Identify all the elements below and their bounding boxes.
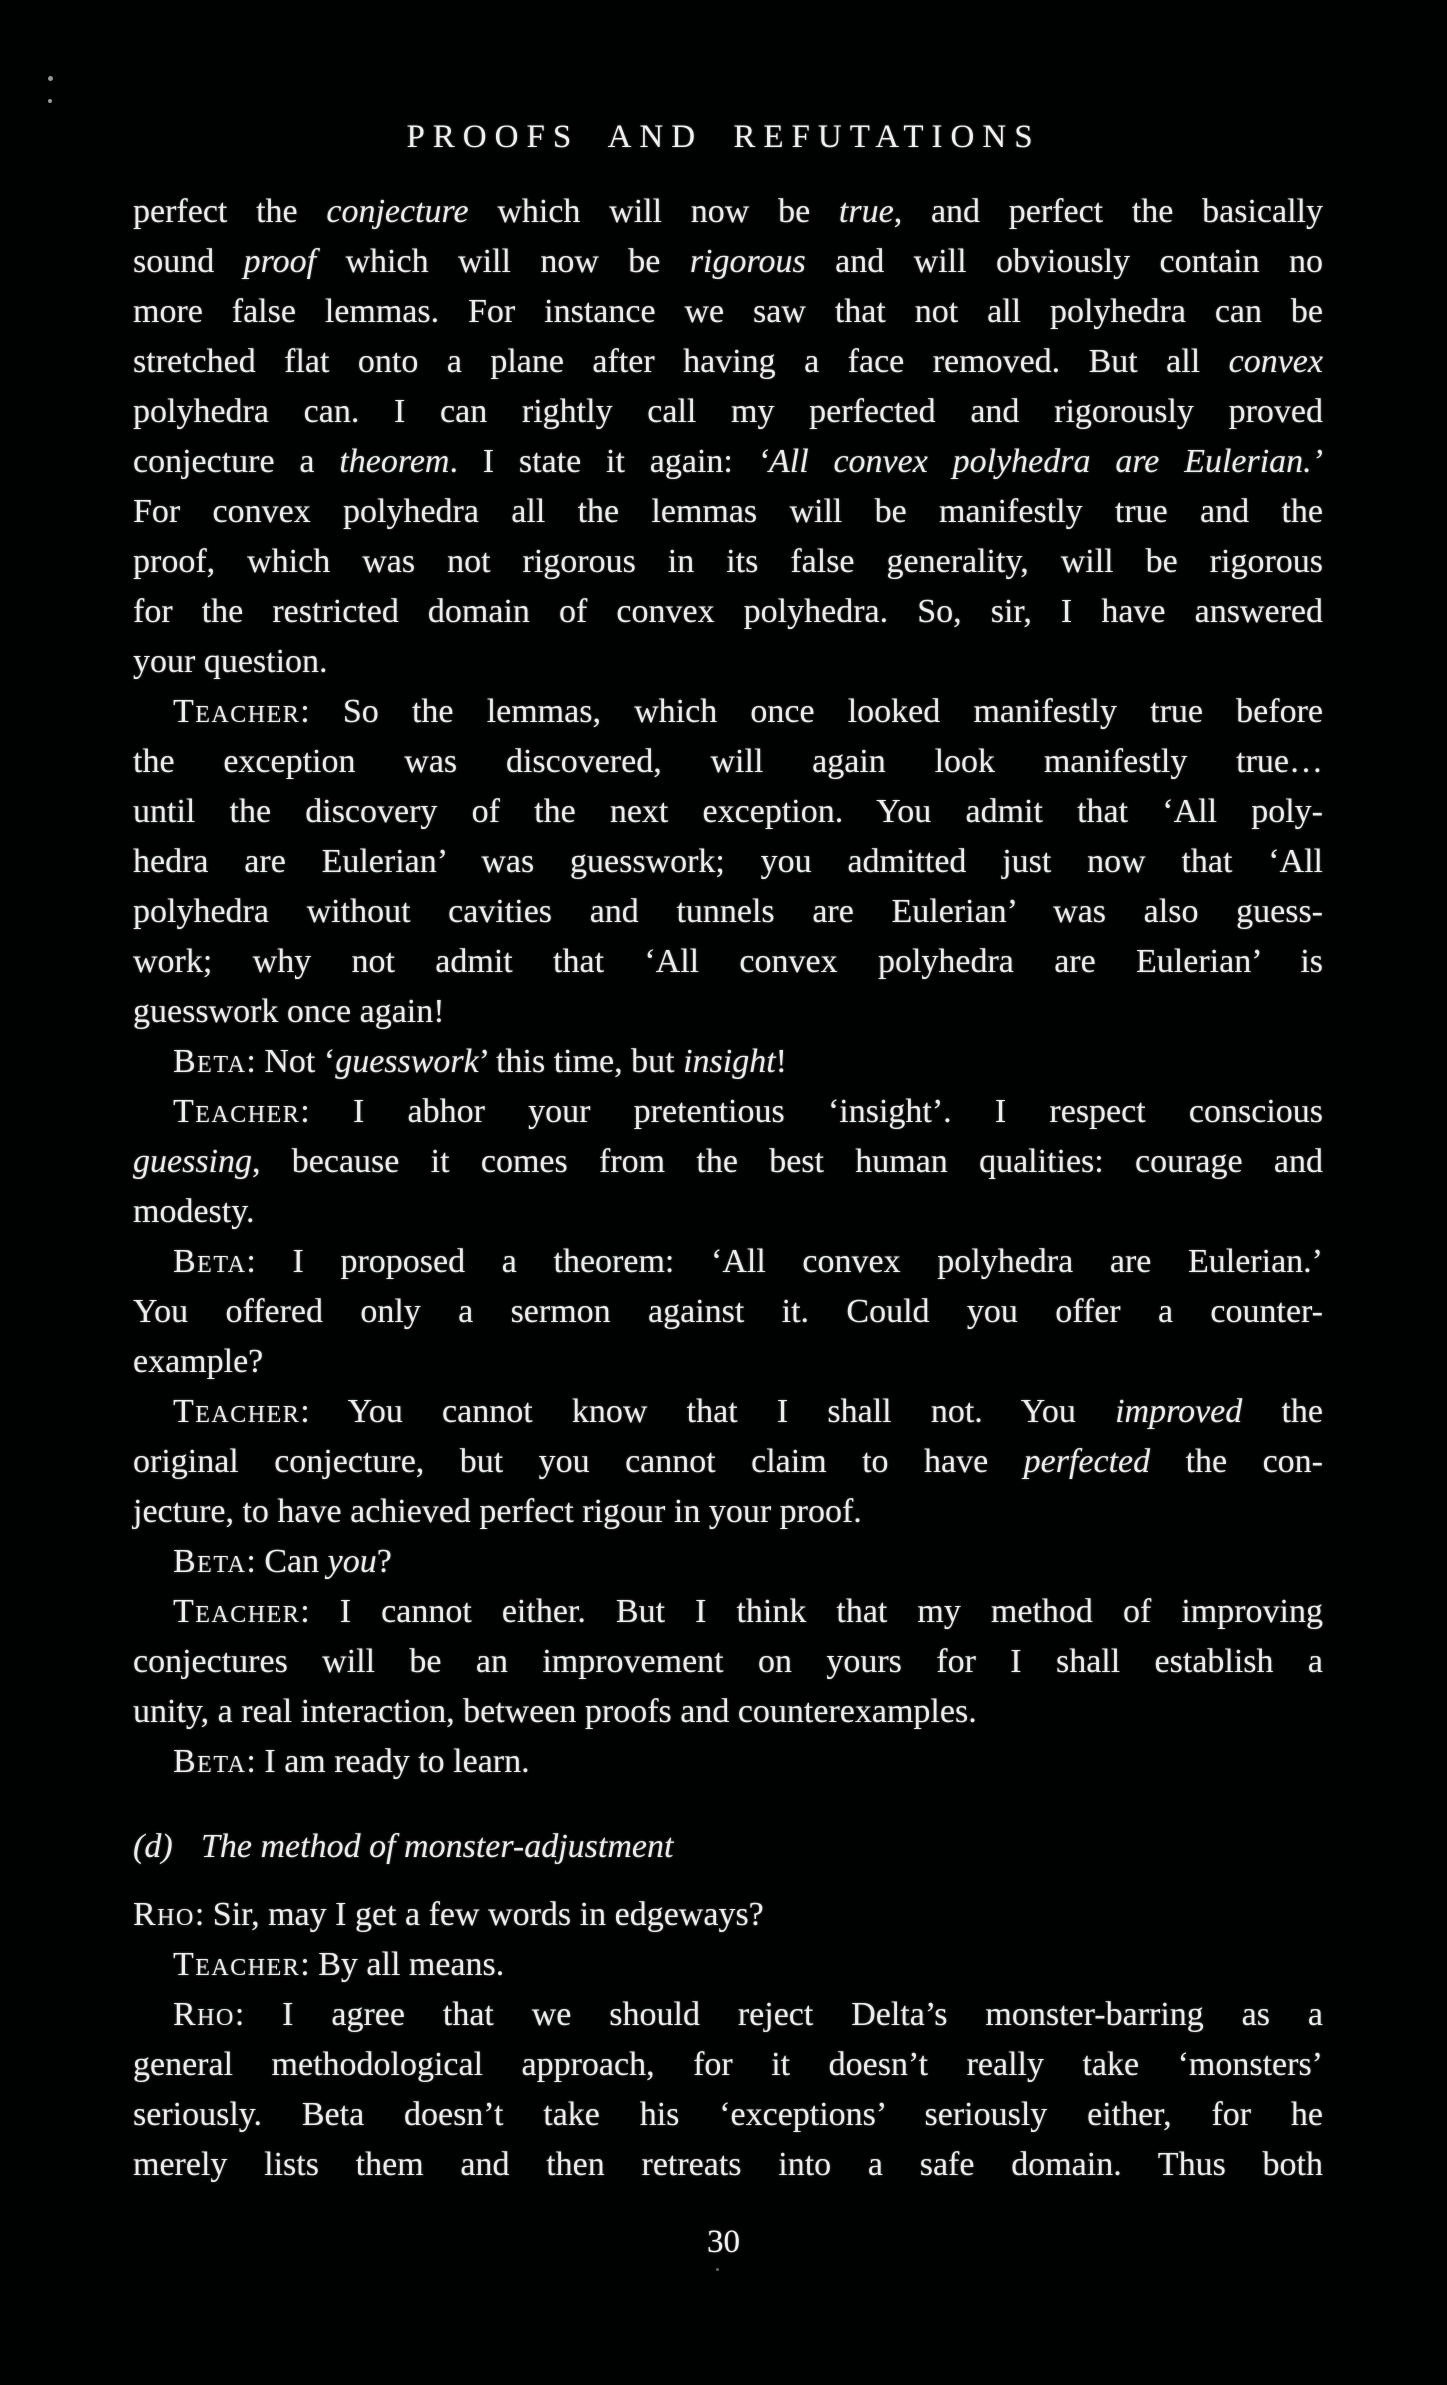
text-run: proof, which was not rigorous in its false generality, will be rigorous xyxy=(133,543,1323,580)
text-run: insight xyxy=(683,1043,776,1080)
text-run: guesswork once again! xyxy=(133,993,445,1030)
text-run: perfect the xyxy=(133,193,327,230)
text-run: (d) xyxy=(133,1828,173,1865)
text-line xyxy=(133,687,1323,737)
text-line xyxy=(133,1037,1323,1087)
text-run: general methodological approach, for it doesn’t really take ‘monsters’ xyxy=(133,2046,1323,2083)
text-run: : I am ready to learn. xyxy=(246,1743,530,1780)
text-run: : I agree that we should reject Delta’s monster-barring as a xyxy=(234,1996,1323,2033)
text-run: you xyxy=(327,1543,377,1580)
scan-noise-speck xyxy=(48,76,53,81)
speaker-name: Teacher xyxy=(173,1393,301,1430)
text-run: unity, a real interaction, between proofs and counterexamples. xyxy=(133,1693,977,1730)
text-run: , because it comes from the best human qualities: courage and xyxy=(252,1143,1323,1180)
text-line xyxy=(133,1387,1323,1437)
text-run: conjecture xyxy=(326,193,469,230)
text-run: perfected xyxy=(1023,1443,1151,1480)
text-run: more false lemmas. For instance we saw that not all polyhedra can be xyxy=(133,293,1323,330)
text-line xyxy=(133,1537,1323,1587)
speaker-name: Beta xyxy=(173,1543,247,1580)
text-run: modesty. xyxy=(133,1193,255,1230)
text-line xyxy=(133,837,1323,887)
text-line xyxy=(133,437,1323,487)
text-run: hedra are Eulerian’ was guesswork; you admitted just now that ‘All xyxy=(133,843,1323,880)
speaker-name: Rho xyxy=(173,1996,235,2033)
text-run: : Can xyxy=(246,1543,328,1580)
text-run: until the discovery of the next exception. You admit that ‘All poly- xyxy=(133,793,1323,830)
text-run: which will now be xyxy=(468,193,839,230)
text-run: conjectures will be an improvement on yours for I shall establish a xyxy=(133,1643,1323,1680)
text-line xyxy=(133,1087,1323,1137)
text-run: the exception was discovered, will again look manifestly true… xyxy=(133,743,1323,780)
text-run: ! xyxy=(775,1043,787,1080)
text-line xyxy=(133,287,1323,337)
text-run: : I abhor your pretentious ‘insight’. I respect conscious xyxy=(300,1093,1323,1130)
text-line xyxy=(133,987,1323,1037)
text-line xyxy=(133,737,1323,787)
text-run: ? xyxy=(376,1543,392,1580)
text-run: improved xyxy=(1115,1393,1243,1430)
text-run: . I state it again: xyxy=(449,443,758,480)
text-run: for the restricted domain of convex polyhedra. So, sir, I have answered xyxy=(133,593,1323,630)
text-line xyxy=(133,637,1323,687)
text-run: guessing xyxy=(133,1143,252,1180)
text-line xyxy=(133,2040,1323,2090)
text-line xyxy=(133,387,1323,437)
text-run: stretched flat onto a plane after having a face removed. But all xyxy=(133,343,1229,380)
text-line xyxy=(133,1687,1323,1737)
text-line xyxy=(133,1237,1323,1287)
text-run: true xyxy=(838,193,894,230)
speaker-name: Beta xyxy=(173,1243,247,1280)
speaker-name: Teacher xyxy=(173,1093,301,1130)
text-run: polyhedra can. I can rightly call my perfected and rigorously proved xyxy=(133,393,1323,430)
speaker-name: Rho xyxy=(133,1896,195,1933)
text-line xyxy=(133,487,1323,537)
text-line xyxy=(133,2140,1323,2190)
text-run: The method of monster-adjustment xyxy=(201,1828,674,1865)
text-line xyxy=(133,537,1323,587)
text-run: and will obviously contain no xyxy=(805,243,1323,280)
scan-noise-speck xyxy=(48,99,52,103)
text-line xyxy=(133,337,1323,387)
text-line xyxy=(133,237,1323,287)
text-run: : Sir, may I get a few words in edgeways? xyxy=(194,1896,764,1933)
text-line xyxy=(133,937,1323,987)
text-run: For convex polyhedra all the lemmas will be manifestly true and the xyxy=(133,493,1323,530)
text-line xyxy=(133,1287,1323,1337)
text-line xyxy=(133,1437,1323,1487)
text-line xyxy=(133,1487,1323,1537)
text-line xyxy=(133,1187,1323,1237)
text-run: guesswork xyxy=(335,1043,479,1080)
text-run: conjecture a xyxy=(133,443,340,480)
text-line xyxy=(133,1337,1323,1387)
text-line xyxy=(133,1940,1323,1990)
text-line xyxy=(133,1137,1323,1187)
text-line xyxy=(133,1637,1323,1687)
text-run: : By all means. xyxy=(300,1946,505,1983)
text-line xyxy=(133,787,1323,837)
text-run: : So the lemmas, which once looked manifestly true before xyxy=(300,693,1323,730)
speaker-name: Beta xyxy=(173,1043,247,1080)
running-head: PROOFS AND REFUTATIONS xyxy=(406,119,1041,155)
text-run: ’ this time, but xyxy=(478,1043,684,1080)
text-run: theorem xyxy=(339,443,450,480)
text-run: merely lists them and then retreats into a safe domain. Thus both xyxy=(133,2146,1323,2183)
text-run: sound xyxy=(133,243,244,280)
text-run: which will now be xyxy=(316,243,690,280)
text-line xyxy=(133,187,1323,237)
text-line xyxy=(133,887,1323,937)
text-run: : Not ‘ xyxy=(246,1043,336,1080)
text-run xyxy=(173,1828,201,1865)
text-line xyxy=(133,1890,1323,1940)
text-run: work; why not admit that ‘All convex polyhedra are Eulerian’ is xyxy=(133,943,1323,980)
text-run: original conjecture, but you cannot claim to have xyxy=(133,1443,1024,1480)
text-run: the xyxy=(1242,1393,1324,1430)
text-run: : I cannot either. But I think that my method of improving xyxy=(300,1593,1323,1630)
text-run: proof xyxy=(243,243,317,280)
text-run: your question. xyxy=(133,643,328,680)
text-run: ‘All convex polyhedra are Eulerian.’ xyxy=(757,443,1323,480)
text-run: : You cannot know that I shall not. You xyxy=(300,1393,1116,1430)
text-run: polyhedra without cavities and tunnels are Eulerian’ was also guess- xyxy=(133,893,1323,930)
text-line xyxy=(133,587,1323,637)
speaker-name: Teacher xyxy=(173,693,301,730)
text-line xyxy=(133,1587,1323,1637)
scan-noise-speck xyxy=(716,2268,719,2271)
speaker-name: Teacher xyxy=(173,1593,301,1630)
text-line xyxy=(133,1990,1323,2040)
text-run: rigorous xyxy=(689,243,806,280)
text-run: : I proposed a theorem: ‘All convex polyhedra are Eulerian.’ xyxy=(246,1243,1323,1280)
text-line xyxy=(133,2090,1323,2140)
page-number: 30 xyxy=(707,2224,740,2260)
text-line xyxy=(133,1737,1323,1787)
speaker-name: Teacher xyxy=(173,1946,301,1983)
text-run: jecture, to have achieved perfect rigour in your proof. xyxy=(133,1493,862,1530)
speaker-name: Beta xyxy=(173,1743,247,1780)
text-run: , and perfect the basically xyxy=(893,193,1323,230)
text-run: convex xyxy=(1228,343,1323,380)
text-body xyxy=(133,187,1323,2190)
text-run: You offered only a sermon against it. Could you offer a counter- xyxy=(133,1293,1323,1330)
section-heading xyxy=(133,1822,1323,1872)
text-run: seriously. Beta doesn’t take his ‘exceptions’ seriously either, for he xyxy=(133,2096,1323,2133)
text-run: example? xyxy=(133,1343,264,1380)
text-run: the con- xyxy=(1150,1443,1323,1480)
